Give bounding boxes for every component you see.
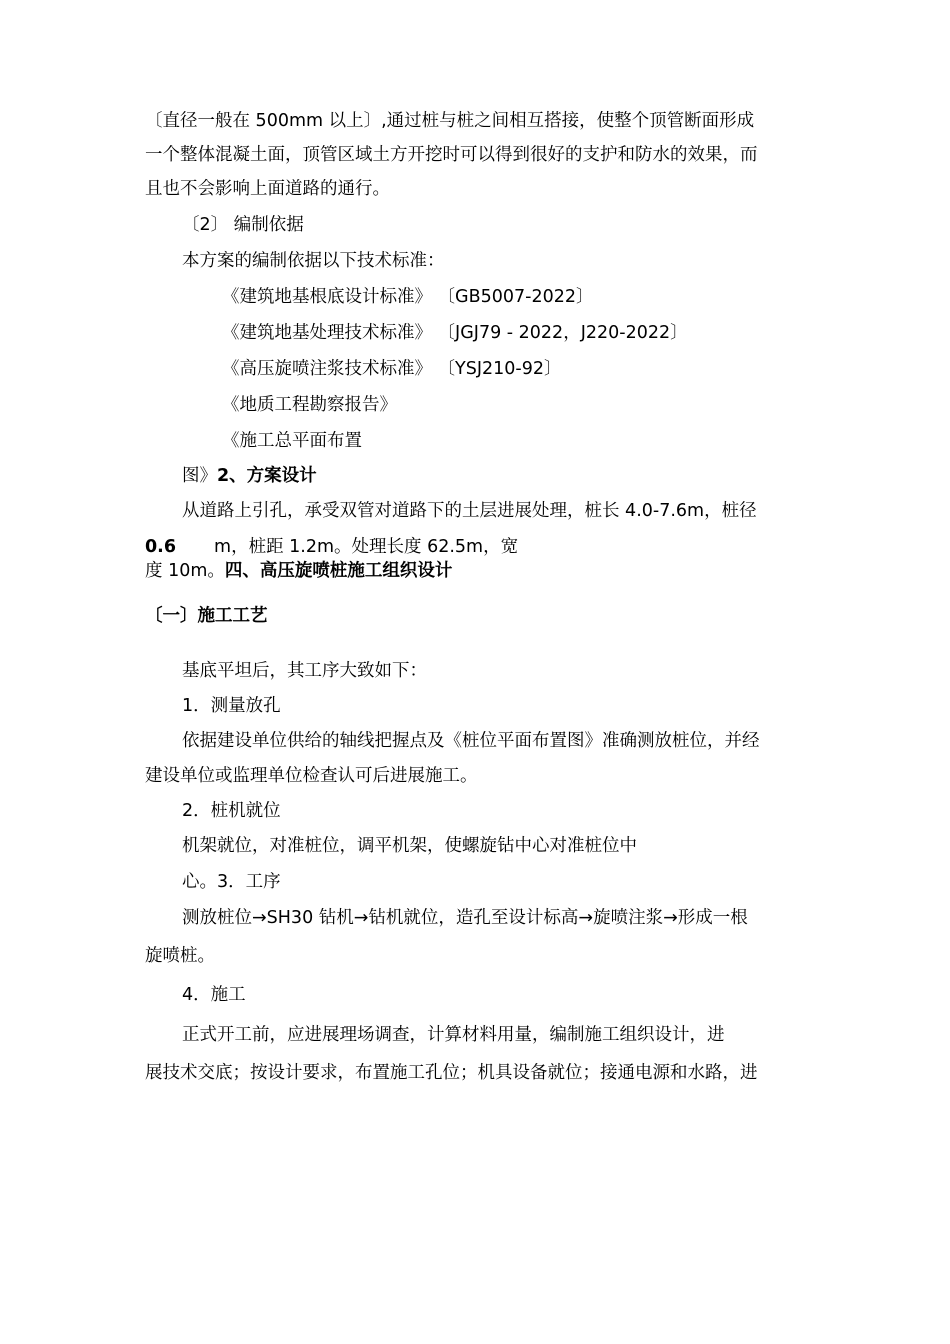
step-3-line (182, 870, 281, 894)
step-4-title: 4．施工 (182, 985, 246, 1005)
step-2-title: 2．桩机就位 (182, 801, 281, 821)
standard-item: 《地质工程勘察报告》 (222, 395, 397, 415)
section-4-line (145, 559, 452, 583)
design-line (145, 535, 518, 559)
section-2-heading: 2、方案设计 (217, 466, 317, 486)
step-3-title: 3．工序 (217, 872, 281, 892)
paragraph-line: 一个整体混凝土面，顶管区域土方开挖时可以得到很好的支护和防水的效果，而 (145, 145, 758, 165)
basis-intro: 本方案的编制依据以下技术标准： (182, 251, 445, 271)
basis-heading: 〔2〕 编制依据 (182, 215, 304, 235)
step-2-end: 心。 (182, 872, 217, 892)
subsection-heading: 〔一〕施工工艺 (145, 606, 268, 626)
step-4-text: 正式开工前，应进展理场调查，计算材料用量，编制施工组织设计，进 (182, 1025, 725, 1045)
paragraph-line: 〔直径一般在 500mm 以上〕,通过桩与桩之间相互搭接，使整个顶管断面形成 (145, 111, 755, 131)
standard-item: 《高压旋喷注浆技术标准》 〔YSJ210-92〕 (222, 359, 562, 379)
step-4-text: 展技术交底；按设计要求，布置施工孔位；机具设备就位；接通电源和水路，进 (145, 1063, 758, 1083)
step-1-text: 依据建设单位供给的轴线把握点及《桩位平面布置图》准确测放桩位，并经 (182, 731, 760, 751)
step-1-text: 建设单位或监理单位检查认可后进展施工。 (145, 766, 478, 786)
step-3-text: 测放桩位→SH30 钻机→钻机就位，造孔至设计标高→旋喷注浆→形成一根 (182, 908, 748, 928)
section-2-line (182, 464, 317, 488)
standard-item: 《建筑地基处理技术标准》 〔JGJ79 - 2022，J220-2022〕 (222, 323, 688, 343)
section-4-heading: 四、高压旋喷桩施工组织设计 (224, 561, 453, 581)
step-1-title: 1．测量放孔 (182, 696, 281, 716)
standard-item: 《施工总平面布置 (222, 431, 362, 451)
step-2-text: 机架就位，对准桩位，调平机架，使螺旋钻中心对准桩位中 (182, 836, 637, 856)
design-end: 度 10m。 (145, 561, 225, 581)
standard-item: 《建筑地基根底设计标准》 〔GB5007-2022〕 (222, 287, 594, 307)
step-3-text: 旋喷桩。 (145, 946, 215, 966)
design-line-rest: m，桩距 1.2m。处理长度 62.5m，宽 (214, 537, 519, 557)
design-diameter: 0.6 (145, 537, 177, 557)
paragraph-line: 且也不会影响上面道路的通行。 (145, 179, 390, 199)
standards-end: 图》 (182, 466, 217, 486)
design-line: 从道路上引孔，承受双管对道路下的土层进展处理，桩长 4.0-7.6m，桩径 (182, 501, 757, 521)
process-intro: 基底平坦后，其工序大致如下： (182, 661, 427, 681)
